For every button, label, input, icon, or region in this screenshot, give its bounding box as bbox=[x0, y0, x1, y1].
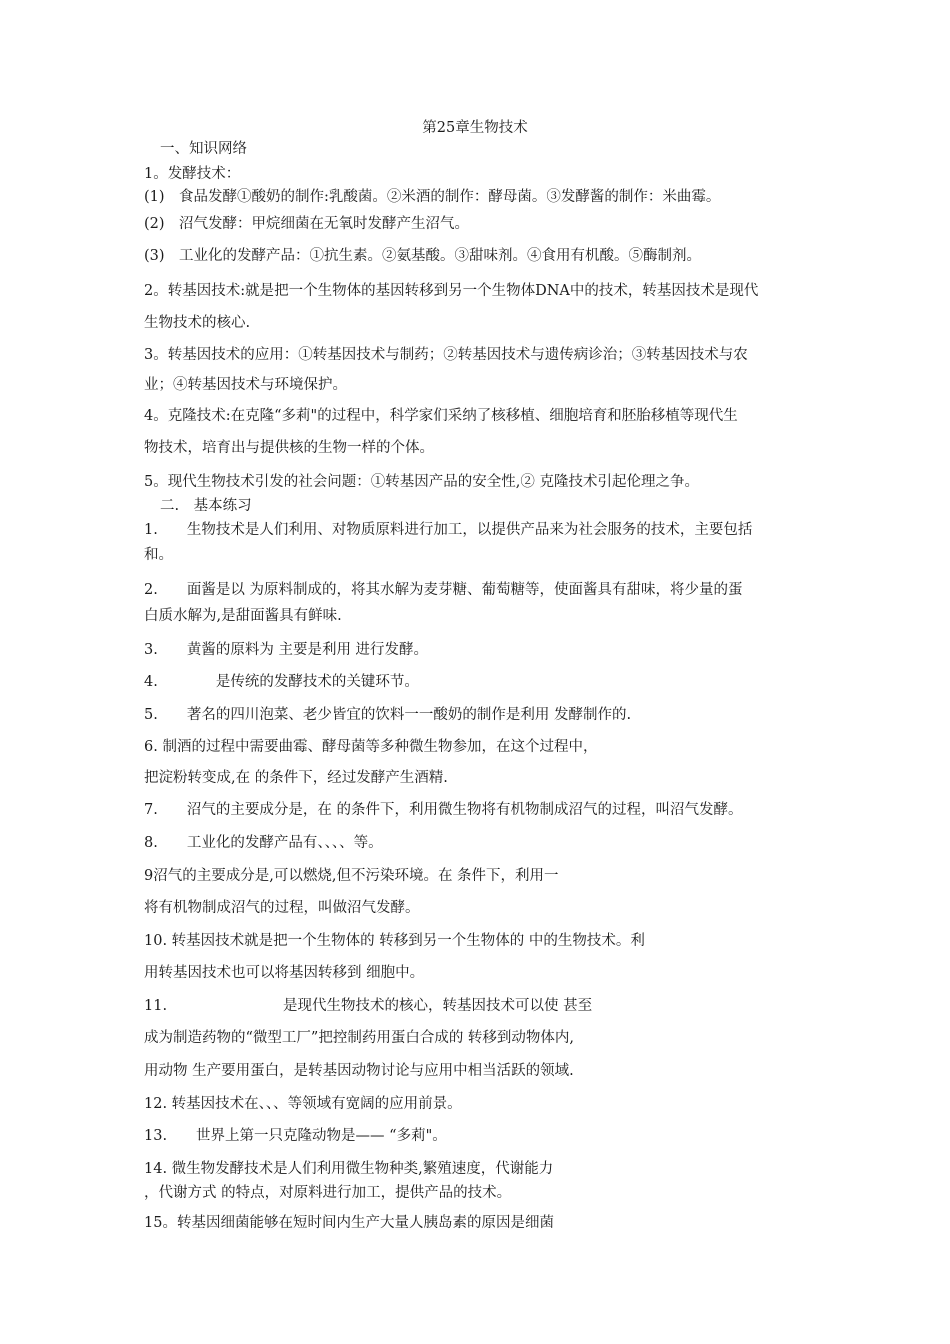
question-11-line1: 11. 是现代生物技术的核心，转基因技术可以使 甚至 bbox=[144, 998, 593, 1014]
question-14-line1: 14. 微生物发酵技术是人们利用微生物种类,繁殖速度，代谢能力 bbox=[144, 1161, 554, 1177]
question-12: 12. 转基因技术在、、、等领域有宽阔的应用前景。 bbox=[144, 1096, 462, 1112]
question-1-line2: 和。 bbox=[144, 547, 173, 563]
paragraph-fermentation: 1。发酵技术： bbox=[144, 166, 241, 182]
question-2-line2: 白质水解为,是甜面酱具有鲜味. bbox=[144, 608, 342, 624]
paragraph-transgenic-line1: 2。转基因技术:就是把一个生物体的基因转移到另一个生物体DNA中的技术，转基因技术是现代 bbox=[144, 283, 759, 299]
question-14-line2: ，代谢方式 的特点，对原料进行加工，提供产品的技术。 bbox=[144, 1185, 512, 1201]
section-heading-knowledge-network: 一、知识网络 bbox=[160, 141, 247, 157]
paragraph-transgenic-application-line2: 业；④转基因技术与环境保护。 bbox=[144, 377, 347, 393]
paragraph-industrial-products: (3) 工业化的发酵产品：①抗生素。②氨基酸。③甜味剂。④食用有机酸。⑤酶制剂。 bbox=[144, 248, 702, 264]
section-heading-basic-practice: 二. 基本练习 bbox=[160, 498, 252, 514]
question-13: 13. 世界上第一只克隆动物是—— “多莉"。 bbox=[144, 1128, 447, 1144]
question-5: 5. 著名的四川泡菜、老少皆宜的饮料一一酸奶的制作是利用 发酵制作的. bbox=[144, 707, 632, 723]
question-10-line2: 用转基因技术也可以将基因转移到 细胞中。 bbox=[144, 965, 425, 981]
question-11-line2: 成为制造药物的“微型工厂”把控制药用蛋白合成的 转移到动物体内, bbox=[144, 1030, 575, 1046]
paragraph-biogas-fermentation: (2) 沼气发酵：甲烷细菌在无氧时发酵产生沼气。 bbox=[144, 216, 470, 232]
paragraph-cloning-line2: 物技术，培育出与提供核的生物一样的个体。 bbox=[144, 440, 434, 456]
paragraph-social-issues: 5。现代生物技术引发的社会问题：①转基因产品的安全性,② 克隆技术引起伦理之争。 bbox=[144, 474, 699, 490]
question-4: 4. 是传统的发酵技术的关键环节。 bbox=[144, 674, 419, 690]
question-10-line1: 10. 转基因技术就是把一个生物体的 转移到另一个生物体的 中的生物技术。利 bbox=[144, 933, 645, 949]
paragraph-transgenic-application-line1: 3。转基因技术的应用：①转基因技术与制药；②转基因技术与遗传病诊治；③转基因技术与农 bbox=[144, 347, 748, 363]
question-11-line3: 用动物 生产要用蛋白，是转基因动物讨论与应用中相当活跃的领域. bbox=[144, 1063, 574, 1079]
question-1-line1: 1. 生物技术是人们利用、对物质原料进行加工，以提供产品来为社会服务的技术，主要包括 bbox=[144, 522, 753, 538]
paragraph-transgenic-line2: 生物技术的核心. bbox=[144, 315, 251, 331]
question-2-line1: 2. 面酱是以 为原料制成的，将其水解为麦芽糖、葡萄糖等，使面酱具有甜味，将少量的蛋 bbox=[144, 582, 743, 598]
paragraph-food-fermentation: (1) 食品发酵①酸奶的制作:乳酸菌。②米酒的制作：酵母菌。③发酵酱的制作：米曲霉。 bbox=[144, 189, 721, 205]
question-15: 15。转基因细菌能够在短时间内生产大量人胰岛素的原因是细菌 bbox=[144, 1215, 554, 1231]
question-8: 8. 工业化的发酵产品有、、、、等。 bbox=[144, 835, 383, 851]
question-3: 3. 黄酱的原料为 主要是利用 进行发酵。 bbox=[144, 642, 429, 658]
page-title: 第25章生物技术 bbox=[422, 120, 528, 136]
paragraph-cloning-line1: 4。克隆技术:在克隆“多莉"的过程中，科学家们采纳了核移植、细胞培育和胚胎移植等现代生 bbox=[144, 408, 738, 424]
question-9-line1: 9沼气的主要成分是,可以燃烧,但不污染环境。在 条件下，利用一 bbox=[144, 868, 559, 884]
question-9-line2: 将有机物制成沼气的过程，叫做沼气发酵。 bbox=[144, 900, 420, 916]
question-6-line2: 把淀粉转变成,在 的条件下，经过发酵产生酒精. bbox=[144, 770, 448, 786]
question-6-line1: 6. 制酒的过程中需要曲霉、酵母菌等多种微生物参加，在这个过程中， bbox=[144, 739, 598, 755]
question-7: 7. 沼气的主要成分是，在 的条件下，利用微生物将有机物制成沼气的过程，叫沼气发酵。 bbox=[144, 802, 743, 818]
